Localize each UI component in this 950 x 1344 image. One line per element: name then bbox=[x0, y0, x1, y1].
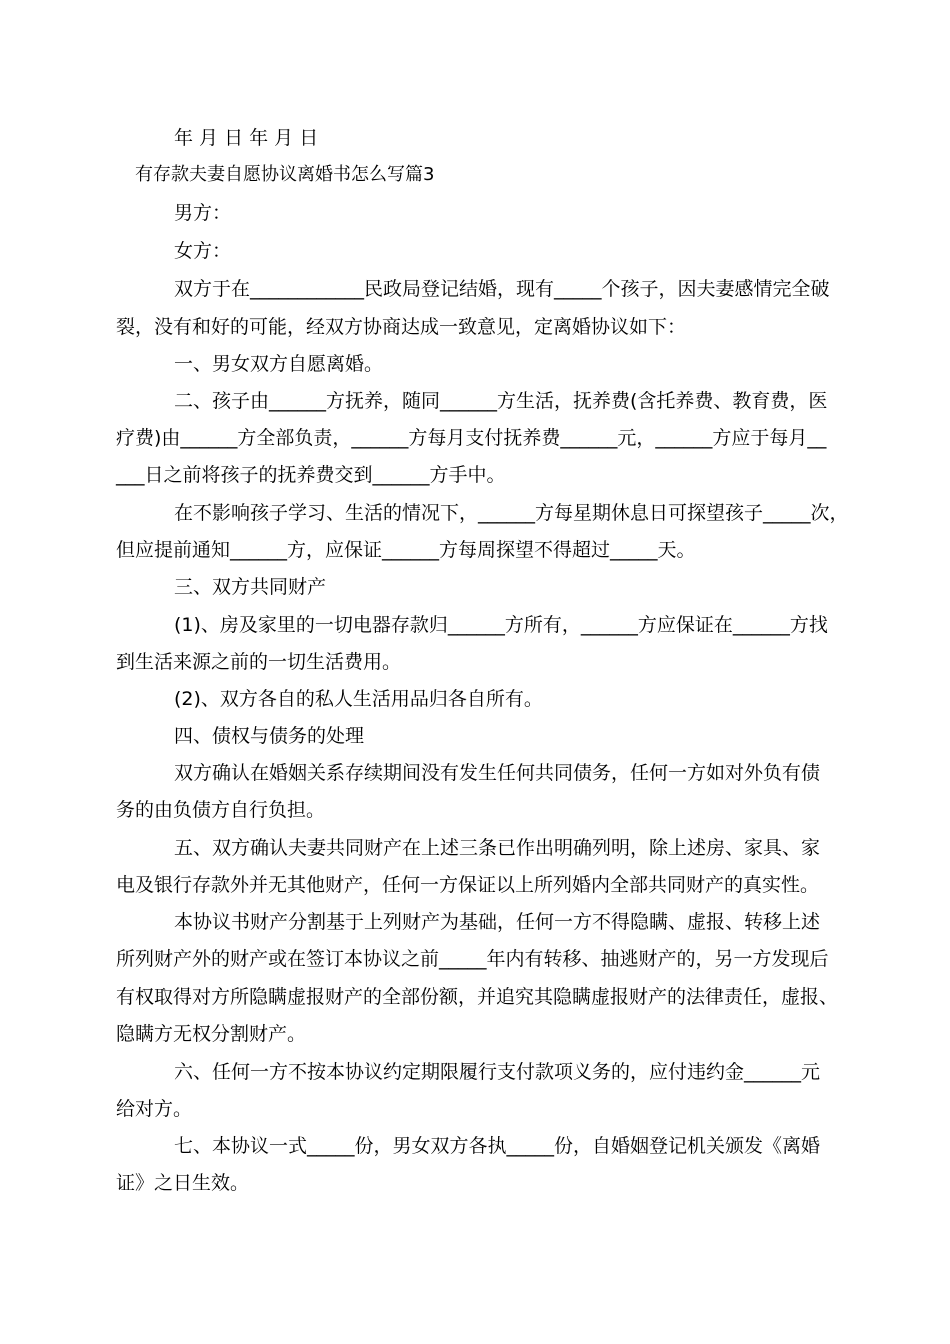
paragraph-line: (1)、房及家里的一切电器存款归______方所有，______方应保证在______方找 bbox=[174, 614, 828, 636]
paragraph-line: ___日之前将孩子的抚养费交到______方手中。 bbox=[116, 464, 506, 486]
paragraph-line: 给对方。 bbox=[116, 1098, 193, 1120]
paragraph-line: 但应提前通知______方，应保证______方每周探望不得超过_____天。 bbox=[116, 539, 696, 561]
paragraph-line: 双方于在____________民政局登记结婚，现有_____个孩子，因夫妻感情完全破 bbox=[174, 278, 830, 300]
paragraph-line: 有权取得对方所隐瞒虚报财产的全部份额，并追究其隐瞒虚报财产的法律责任，虚报、 bbox=[116, 986, 839, 1008]
paragraph-line: 到生活来源之前的一切生活费用。 bbox=[116, 651, 402, 673]
paragraph-line: 裂，没有和好的可能，经双方协商达成一致意见，定离婚协议如下： bbox=[116, 316, 687, 338]
paragraph-line: 五、双方确认夫妻共同财产在上述三条已作出明确列明，除上述房、家具、家 bbox=[174, 837, 821, 859]
paragraph-line: 在不影响孩子学习、生活的情况下，______方每星期休息日可探望孩子_____次， bbox=[174, 502, 849, 524]
date-line: 年 月 日 年 月 日 bbox=[174, 127, 319, 149]
paragraph-line: 七、本协议一式_____份，男女双方各执_____份，自婚姻登记机关颁发《离婚 bbox=[174, 1135, 821, 1157]
paragraph-line: 双方确认在婚姻关系存续期间没有发生任何共同债务，任何一方如对外负有债 bbox=[174, 762, 821, 784]
section-heading: 四、债权与债务的处理 bbox=[174, 725, 365, 747]
paragraph-line: 六、任何一方不按本协议约定期限履行支付款项义务的，应付违约金______元 bbox=[174, 1061, 821, 1083]
paragraph-line: 二、孩子由______方抚养，随同______方生活，抚养费(含托养费、教育费，医 bbox=[174, 390, 828, 412]
paragraph-line: 务的由负债方自行负担。 bbox=[116, 799, 326, 821]
section-heading: 三、双方共同财产 bbox=[174, 576, 327, 598]
paragraph-line: 疗费)由______方全部负责，______方每月支付抚养费______元，______方应于每月__ bbox=[116, 427, 827, 449]
section-heading: 一、男女双方自愿离婚。 bbox=[174, 353, 384, 375]
paragraph-line: 本协议书财产分割基于上列财产为基础，任何一方不得隐瞒、虚报、转移上述 bbox=[174, 911, 821, 933]
man-label: 男方： bbox=[174, 202, 232, 224]
woman-label: 女方： bbox=[174, 240, 232, 262]
paragraph-line: 证》之日生效。 bbox=[116, 1172, 250, 1194]
document-title: 有存款夫妻自愿协议离婚书怎么写篇3 bbox=[135, 164, 435, 185]
paragraph-line: (2)、双方各自的私人生活用品归各自所有。 bbox=[174, 688, 543, 710]
paragraph-line: 电及银行存款外并无其他财产，任何一方保证以上所列婚内全部共同财产的真实性。 bbox=[116, 874, 820, 896]
paragraph-line: 所列财产外的财产或在签订本协议之前_____年内有转移、抽逃财产的，另一方发现后 bbox=[116, 948, 829, 970]
paragraph-line: 隐瞒方无权分割财产。 bbox=[116, 1023, 307, 1045]
